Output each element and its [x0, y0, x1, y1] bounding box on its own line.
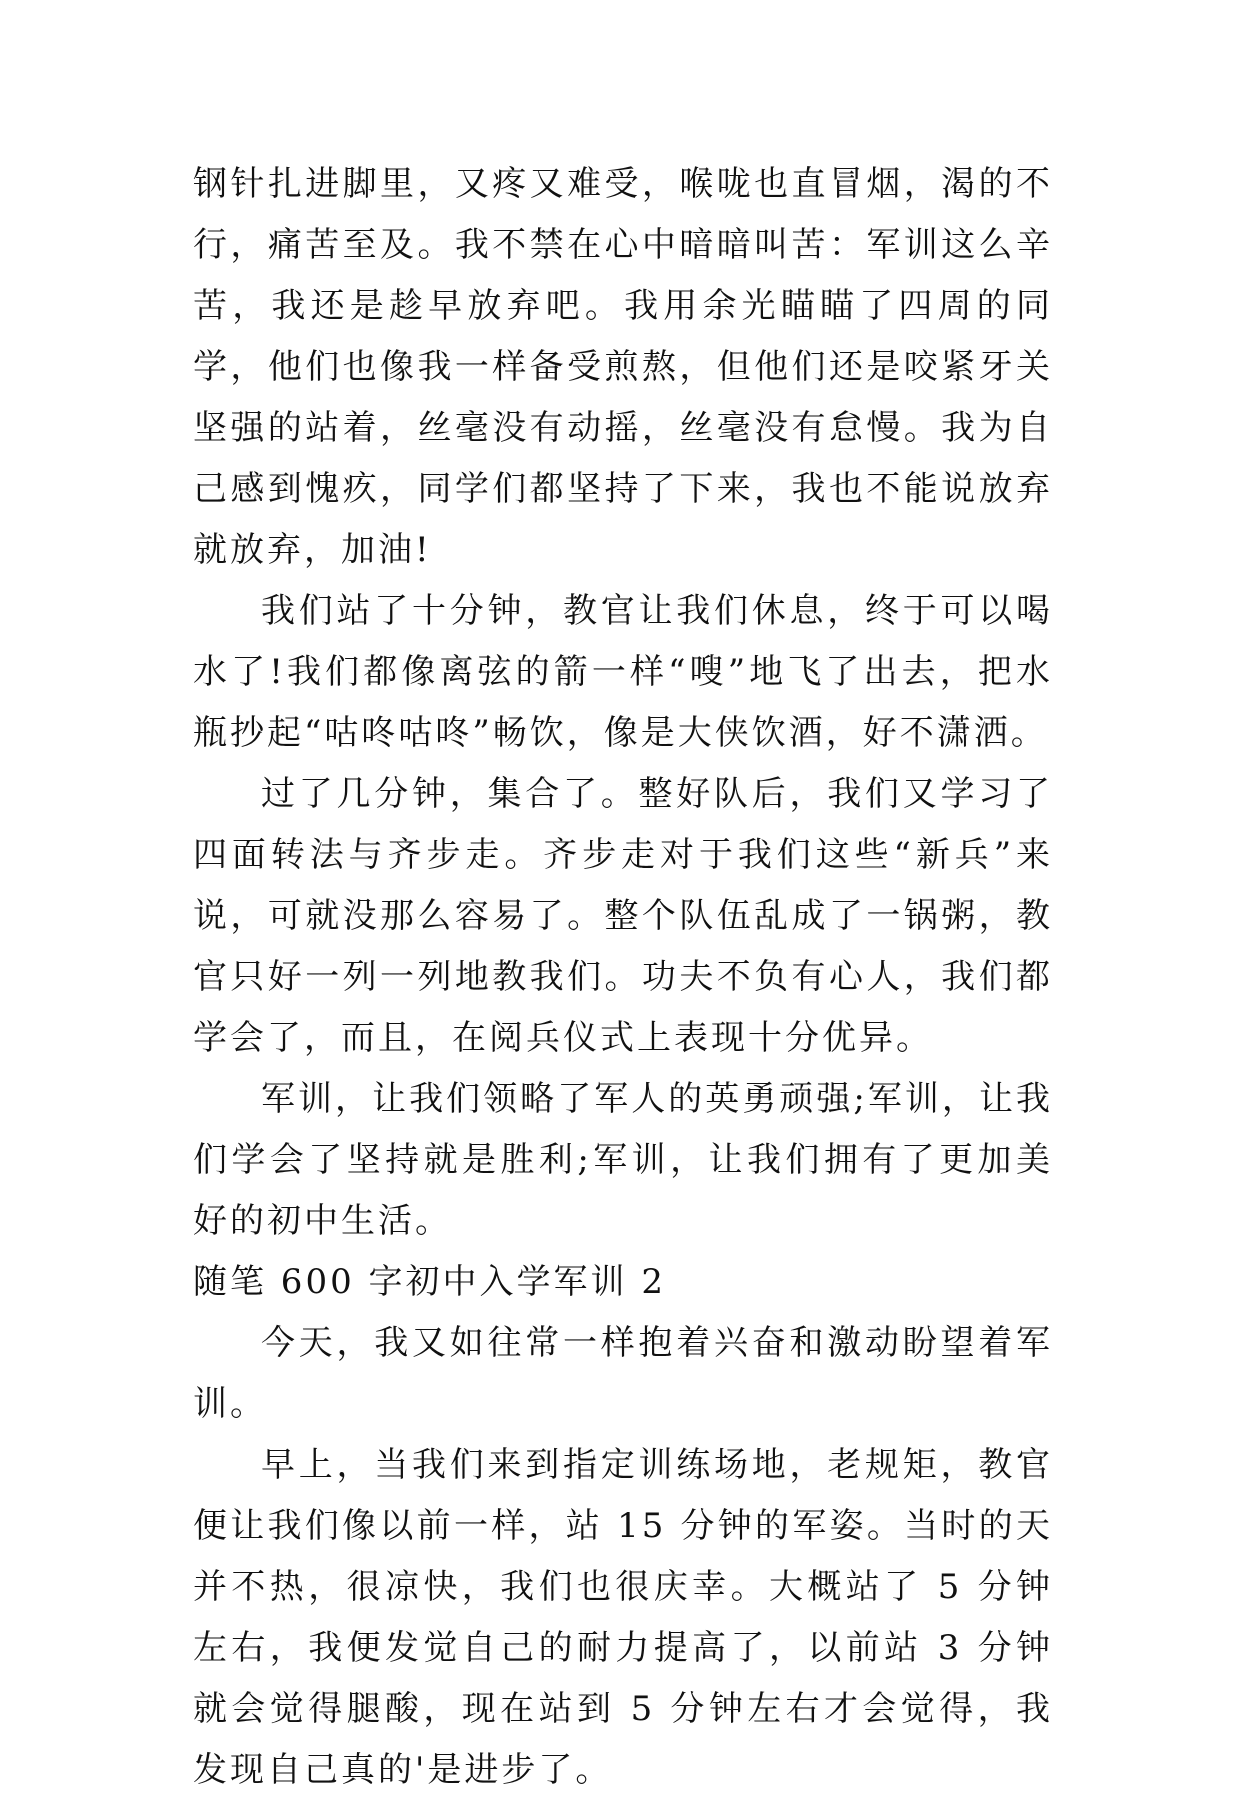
paragraph-2: 我们站了十分钟，教官让我们休息，终于可以喝水了!我们都像离弦的箭一样“嗖”地飞了出去，把水瓶抄起“咕咚咕咚”畅饮，像是大侠饮酒，好不潇洒。	[193, 591, 1053, 753]
paragraph-3: 过了几分钟，集合了。整好队后，我们又学习了四面转法与齐步走。齐步走对于我们这些“新兵”来说，可就没那么容易了。整个队伍乱成了一锅粥，教官只好一列一列地教我们。功夫不负有心人，我们都学会了，而且，在阅兵仪式上表现十分优异。	[193, 774, 1053, 1058]
paragraph-1: 钢针扎进脚里，又疼又难受，喉咙也直冒烟，渴的不行，痛苦至及。我不禁在心中暗暗叫苦：军训这么辛苦，我还是趁早放弃吧。我用余光瞄瞄了四周的同学，他们也像我一样备受煎熬，但他们还是咬紧牙关坚强的站着，丝毫没有动摇，丝毫没有怠慢。我为自己感到愧疚，同学们都坚持了下来，我也不能说放弃就放弃，加油!	[193, 164, 1053, 570]
paragraph-4: 军训，让我们领略了军人的英勇顽强;军训，让我们学会了坚持就是胜利;军训，让我们拥有了更加美好的初中生活。	[193, 1079, 1053, 1241]
section-heading: 随笔 600 字初中入学军训 2	[193, 1262, 666, 1302]
document-body	[193, 154, 1053, 1801]
paragraph-6: 早上，当我们来到指定训练场地，老规矩，教官便让我们像以前一样，站 15 分钟的军姿。当时的天并不热，很凉快，我们也很庆幸。大概站了 5 分钟左右，我便发觉自己的耐力提高了，以前站 3 分钟就会觉得腿酸，现在站到 5 分钟左右才会觉得，我发现自己真的'是进步了。	[193, 1445, 1053, 1790]
paragraph-5: 今天，我又如往常一样抱着兴奋和激动盼望着军训。	[193, 1323, 1053, 1424]
